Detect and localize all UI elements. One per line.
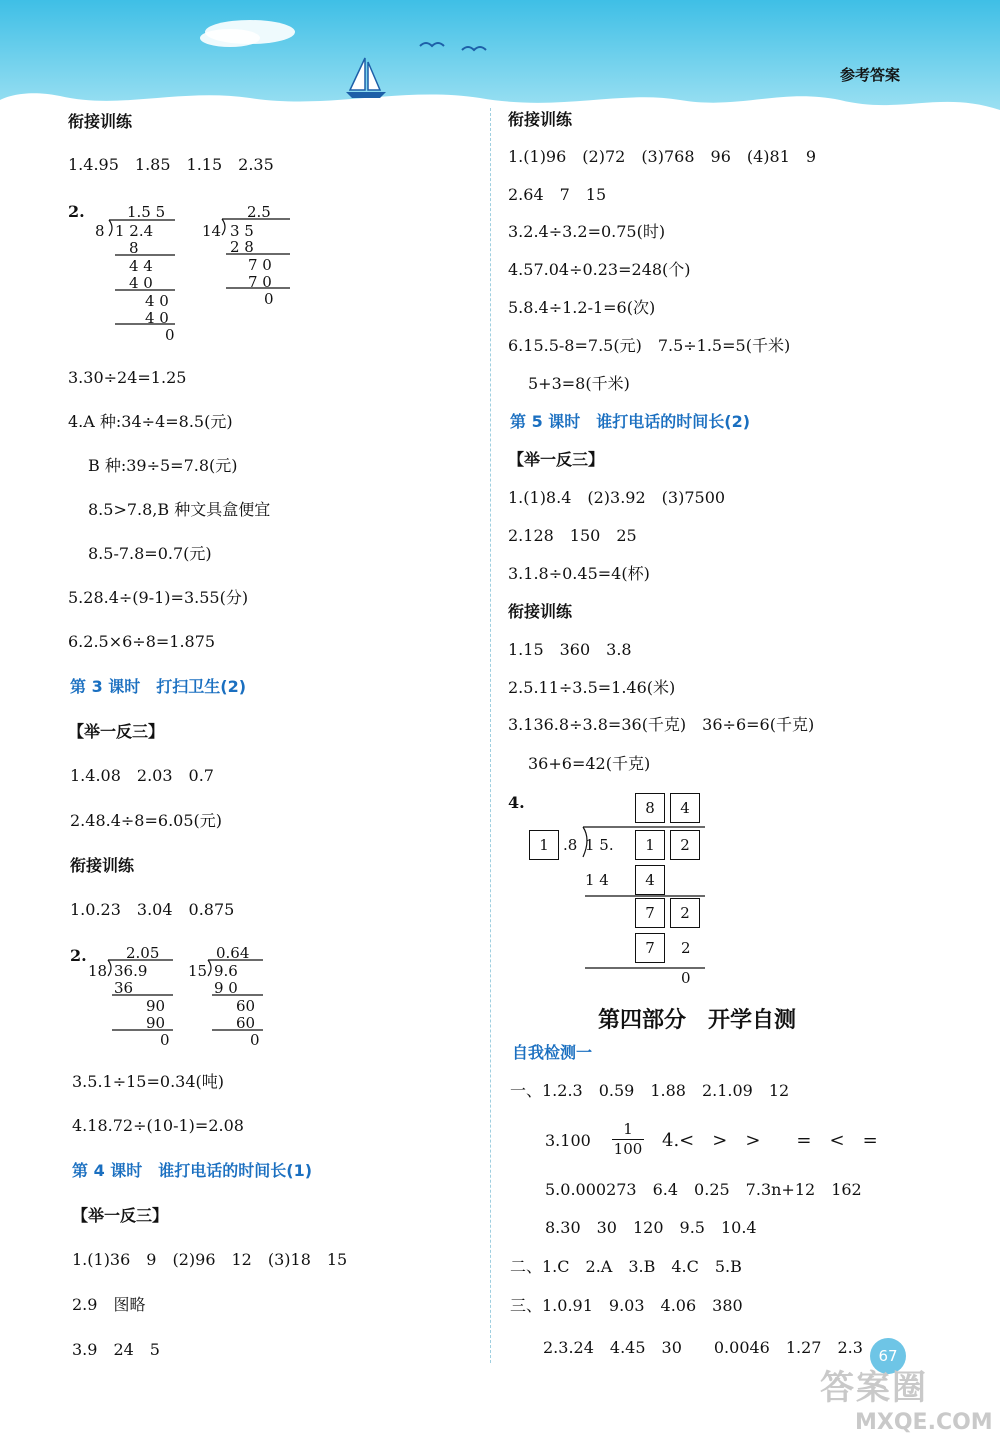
answer-line: 3.136.8÷3.8=36(千克) 36÷6=6(千克)	[508, 715, 815, 734]
section-label: 【举一反三】	[68, 722, 165, 741]
step: 60	[236, 997, 256, 1015]
section-label: 衔接训练	[508, 110, 573, 129]
answer-line: 1.4.08 2.03 0.7	[70, 766, 214, 785]
answer-line: 二、1.C 2.A 3.B 4.C 5.B	[510, 1257, 742, 1276]
answer-number: 4.	[508, 793, 525, 812]
watermark-logo: 答案圈	[820, 1368, 928, 1408]
step: 4 0	[129, 274, 153, 292]
page-header	[0, 0, 1000, 110]
remainder: 0	[264, 290, 274, 308]
answer-box: 2	[670, 898, 700, 928]
long-division	[95, 202, 185, 342]
remainder: 0	[165, 326, 175, 344]
answer-line: 4.< > > = < =	[662, 1130, 878, 1151]
answer-line: 3.100	[545, 1131, 591, 1150]
section-label: 【举一反三】	[72, 1206, 169, 1225]
answer-line: 4.A 种:34÷4=8.5(元)	[68, 412, 233, 431]
answer-line: 2.64 7 15	[508, 185, 607, 204]
answer-line: 3.1.8÷0.45=4(杯)	[508, 564, 650, 583]
dividend: 1 2.4	[115, 222, 154, 240]
answer-number: 2.	[70, 946, 87, 965]
remainder: 0	[160, 1031, 170, 1049]
section-label: 衔接训练	[68, 112, 133, 131]
step: 4 0	[145, 309, 169, 327]
divisor: 15	[188, 962, 208, 980]
answer-line: 2.9 图略	[72, 1295, 146, 1314]
long-division	[88, 943, 183, 1053]
section-label: 衔接训练	[508, 602, 573, 621]
answer-line: 5.0.000273 6.4 0.25 7.3n+12 162	[545, 1180, 862, 1199]
answer-line: 8.5-7.8=0.7(元)	[88, 544, 212, 563]
step: 7 0	[248, 256, 272, 274]
answer-line: 三、1.0.91 9.03 4.06 380	[510, 1296, 743, 1315]
answer-line: 4.57.04÷0.23=248(个)	[508, 260, 691, 279]
lesson-heading: 第 3 课时 打扫卫生(2)	[70, 677, 247, 696]
boxed-long-division	[525, 790, 715, 985]
answer-line: 3.30÷24=1.25	[68, 368, 187, 387]
answer-number: 2.	[68, 202, 85, 221]
fraction	[612, 1120, 644, 1158]
column-divider	[490, 108, 491, 1363]
lesson-heading: 自我检测一	[512, 1043, 593, 1062]
answer-box: 8	[635, 793, 665, 823]
answer-line: 5+3=8(千米)	[528, 374, 630, 393]
divisor: 18	[88, 962, 108, 980]
answer-line: 6.2.5×6÷8=1.875	[68, 632, 216, 651]
answer-line: 2.128 150 25	[508, 526, 637, 545]
step: 36	[114, 979, 134, 997]
dividend: 1 5.	[585, 836, 614, 854]
step: 8	[129, 239, 139, 257]
watermark-url: MXQE.COM	[855, 1410, 993, 1435]
answer-line: 2.5.11÷3.5=1.46(米)	[508, 678, 676, 697]
long-division	[202, 202, 297, 312]
section-label: 【举一反三】	[508, 450, 605, 469]
answer-line: 3.2.4÷3.2=0.75(时)	[508, 222, 666, 241]
lesson-heading: 第 4 课时 谁打电话的时间长(1)	[72, 1161, 313, 1180]
step: 60	[236, 1014, 256, 1032]
step: 90	[146, 1014, 166, 1032]
answer-box: 1	[635, 830, 665, 860]
part-heading: 第四部分 开学自测	[598, 1008, 797, 1033]
dividend: 3 5	[230, 222, 254, 240]
answer-line: B 种:39÷5=7.8(元)	[88, 456, 238, 475]
lesson-heading: 第 5 课时 谁打电话的时间长(2)	[510, 412, 751, 431]
quotient: 2.5	[247, 203, 271, 221]
fraction-numerator: 1	[623, 1120, 633, 1138]
answer-box: 1	[529, 830, 559, 860]
answer-box: 4	[635, 865, 665, 895]
answer-line: 8.5>7.8,B 种文具盒便宜	[88, 500, 271, 519]
dividend: 36.9	[114, 962, 148, 980]
step: 4 4	[129, 257, 153, 275]
header-title: 参考答案	[839, 66, 900, 84]
answer-line: 1.(1)96 (2)72 (3)768 96 (4)81 9	[508, 147, 817, 166]
answer-line: 5.8.4÷1.2-1=6(次)	[508, 298, 656, 317]
answer-line: 36+6=42(千克)	[528, 754, 651, 773]
answer-line: 2.48.4÷8=6.05(元)	[70, 811, 222, 830]
quotient: 1.5 5	[127, 203, 166, 221]
step: 9 0	[214, 979, 238, 997]
answer-line: 2.3.24 4.45 30 0.0046 1.27 2.3	[543, 1338, 863, 1357]
divisor-rest: .8	[563, 836, 578, 854]
remainder: 0	[250, 1031, 260, 1049]
section-label: 衔接训练	[70, 856, 135, 875]
step: 1 4	[585, 871, 609, 889]
step: 2 8	[230, 238, 254, 256]
answer-line: 8.30 30 120 9.5 10.4	[545, 1218, 757, 1237]
answer-line: 1.(1)8.4 (2)3.92 (3)7500	[508, 488, 726, 507]
answer-line: 1.0.23 3.04 0.875	[70, 900, 235, 919]
answer-box: 7	[635, 898, 665, 928]
answer-line: 5.28.4÷(9-1)=3.55(分)	[68, 588, 249, 607]
fraction-denominator: 100	[613, 1140, 643, 1158]
answer-line: 1.4.95 1.85 1.15 2.35	[68, 155, 274, 174]
answer-line: 1.15 360 3.8	[508, 640, 632, 659]
divisor: 8	[95, 222, 105, 240]
answer-line: 6.15.5-8=7.5(元) 7.5÷1.5=5(千米)	[508, 336, 791, 355]
answer-line: 1.(1)36 9 (2)96 12 (3)18 15	[72, 1250, 348, 1269]
answer-box: 7	[635, 933, 665, 963]
long-division	[188, 943, 273, 1053]
dividend: 9.6	[214, 962, 238, 980]
answer-line: 3.9 24 5	[72, 1340, 160, 1359]
quotient: 0.64	[216, 944, 250, 962]
step: 7 0	[248, 273, 272, 291]
answer-box: 4	[670, 793, 700, 823]
step: 4 0	[145, 292, 169, 310]
answer-line: 3.5.1÷15=0.34(吨)	[72, 1072, 224, 1091]
step: 90	[146, 997, 166, 1015]
page-number: 67	[870, 1338, 906, 1374]
answer-line: 一、1.2.3 0.59 1.88 2.1.09 12	[510, 1081, 790, 1100]
divisor: 14	[202, 222, 222, 240]
quotient: 2.05	[126, 944, 160, 962]
remainder: 0	[681, 969, 691, 987]
sky-sea-banner	[0, 0, 1000, 110]
answer-line: 4.18.72÷(10-1)=2.08	[72, 1116, 244, 1135]
step: 2	[681, 939, 691, 957]
answer-box: 2	[670, 830, 700, 860]
